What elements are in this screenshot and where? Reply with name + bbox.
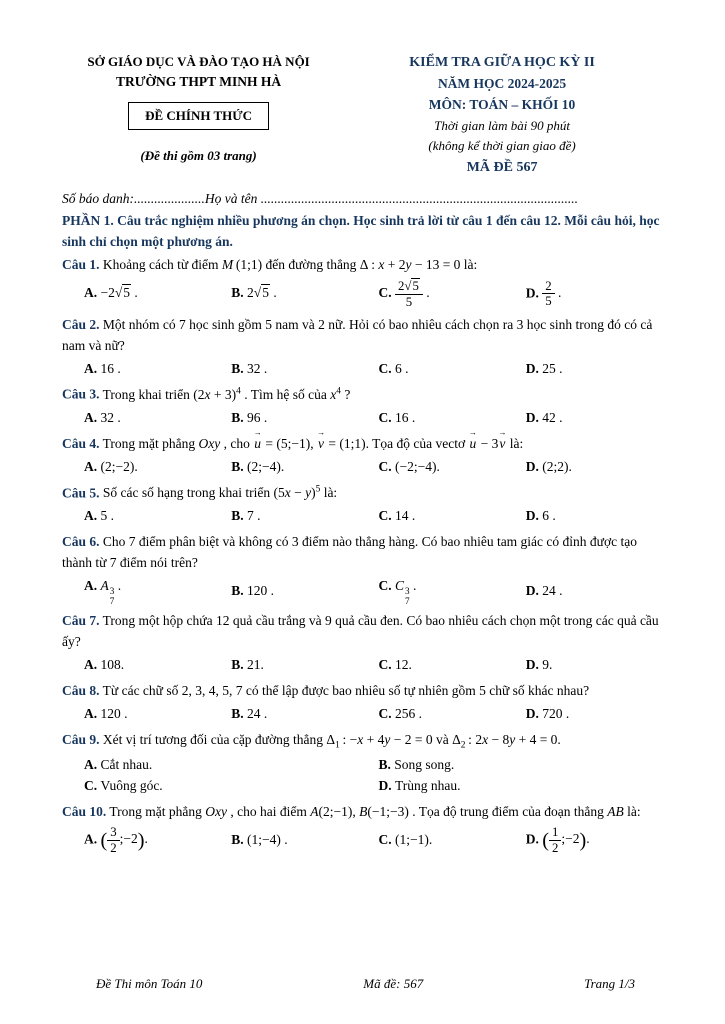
- option-B: [231, 506, 374, 527]
- option-value: Trùng nhau.: [395, 778, 461, 793]
- option-letter: B.: [231, 360, 248, 376]
- option-letter: D.: [525, 409, 543, 425]
- page-header: [62, 52, 669, 179]
- question-7: [62, 611, 669, 676]
- question-list: [62, 255, 669, 860]
- answer-options: [62, 655, 669, 676]
- option-B: [231, 704, 374, 725]
- question-3: [62, 384, 669, 428]
- option-letter: D.: [525, 656, 543, 672]
- option-value: 7 .: [247, 508, 261, 524]
- question-4: [62, 434, 669, 478]
- option-A: [84, 825, 227, 856]
- question-text: Khoảng cách từ điểm M (1;1) đến đường thẳng Δ : x + 2y − 13 = 0 là:: [99, 257, 478, 273]
- option-letter: C.: [378, 508, 395, 524]
- option-D: [526, 408, 669, 429]
- question-number: Câu 7.: [62, 613, 100, 629]
- answer-options: [62, 755, 669, 797]
- answer-options: [62, 825, 669, 856]
- option-C: [379, 704, 522, 725]
- option-letter: C.: [378, 409, 395, 425]
- option-letter: C.: [378, 831, 395, 847]
- option-letter: A.: [84, 577, 101, 593]
- option-letter: A.: [84, 458, 101, 474]
- option-D: [526, 704, 669, 725]
- question-text: Trong mặt phẳng Oxy , cho hai điểm A(2;−1), B(−1;−3) . Tọa độ trung điểm của đoạn thẳng AB là:: [106, 803, 641, 819]
- question-body: [62, 681, 669, 702]
- option-letter: A.: [84, 757, 101, 773]
- option-letter: C.: [84, 778, 101, 793]
- question-1: [62, 255, 669, 309]
- question-number: Câu 8.: [62, 682, 100, 698]
- question-text: Trong mặt phẳng Oxy , cho u → = (5;−1), v → = (1;1). Tọa độ của vectơ u → − 3v → là:: [100, 436, 524, 451]
- option-value: Song song.: [394, 757, 455, 773]
- option-value: 2√5 .: [247, 285, 277, 301]
- question-text: Số các số hạng trong khai triển $(5x - y)^5$ là:: [99, 484, 338, 501]
- question-body: [62, 315, 669, 357]
- question-body: [62, 532, 669, 574]
- option-value: 32 .: [247, 360, 268, 376]
- option-letter: B.: [231, 656, 248, 672]
- question-text: Cho 7 điểm phân biệt và không có 3 điểm nào thẳng hàng. Có bao nhiêu tam giác có đỉnh được tạo thành từ 7 điểm nói trên?: [62, 533, 637, 570]
- option-C: [379, 830, 522, 851]
- option-A: [84, 506, 227, 527]
- option-letter: B.: [378, 757, 395, 773]
- subject-line: MÔN: TOÁN – KHỐI 10: [428, 96, 576, 112]
- option-C: [379, 408, 522, 429]
- option-D: [526, 359, 669, 380]
- option-letter: A.: [84, 508, 101, 524]
- option-C: [379, 576, 522, 606]
- question-9: [62, 730, 669, 797]
- option-letter: B.: [231, 285, 248, 301]
- answer-options: [62, 408, 669, 429]
- option-letter: D.: [378, 778, 395, 793]
- duration-line: Thời gian làm bài 90 phút: [434, 117, 570, 133]
- option-value: 120 .: [100, 705, 128, 721]
- option-value: 21.: [247, 656, 264, 672]
- school-year: NĂM HỌC 2024-2025: [437, 75, 567, 91]
- option-value: 24 .: [247, 705, 268, 721]
- option-C: [84, 776, 375, 797]
- option-letter: D.: [525, 360, 543, 376]
- question-number: Câu 3.: [62, 386, 100, 402]
- question-body: [62, 434, 669, 455]
- option-value: 720 .: [542, 705, 570, 721]
- school-name: TRƯỜNG THPT MINH HÀ: [116, 74, 282, 90]
- duration-note: (không kể thời gian giao đề): [428, 137, 576, 153]
- exam-title: KIỂM TRA GIỮA HỌC KỲ II: [409, 55, 595, 70]
- question-body: [62, 384, 669, 405]
- answer-options: [62, 359, 669, 380]
- option-value: 42 .: [542, 409, 563, 425]
- answer-options: [62, 704, 669, 725]
- option-letter: A.: [84, 360, 101, 376]
- question-text: Trong khai triển $(2x + 3)^4$ . Tìm hệ số của $x^4$ ?: [99, 386, 351, 402]
- option-letter: A.: [84, 831, 101, 847]
- option-value: ( $\frac{1}{2}$ ;−2).: [542, 824, 590, 855]
- option-value: (2;−4).: [247, 458, 285, 474]
- option-C: [379, 457, 522, 478]
- question-number: Câu 1.: [62, 257, 100, 273]
- option-value: 25 .: [542, 360, 563, 376]
- option-letter: C.: [378, 285, 395, 301]
- option-B: [231, 359, 374, 380]
- question-number: Câu 6.: [62, 533, 100, 549]
- option-B: [231, 581, 374, 602]
- option-value: 14 .: [395, 508, 416, 524]
- header-left: [62, 52, 335, 179]
- footer-subject: Đề Thi môn Toán 10: [96, 975, 203, 991]
- question-6: [62, 532, 669, 606]
- option-letter: B.: [231, 409, 248, 425]
- answer-options: [62, 278, 669, 310]
- option-value: 32 .: [100, 409, 121, 425]
- option-value: 6 .: [542, 508, 556, 524]
- option-D: [526, 825, 669, 856]
- option-B: [231, 457, 374, 478]
- option-letter: B.: [231, 705, 248, 721]
- question-8: [62, 681, 669, 725]
- question-number: Câu 4.: [62, 435, 100, 451]
- option-letter: A.: [84, 285, 101, 301]
- option-letter: A.: [84, 656, 101, 672]
- option-letter: C.: [378, 705, 395, 721]
- part1-heading: PHẦN 1. Câu trắc nghiệm nhiều phương án chọn. Học sinh trả lời từ câu 1 đến câu 12. Mỗi câu hỏi, học sinh chỉ chọn một phương án.: [62, 213, 660, 250]
- question-number: Câu 10.: [62, 803, 107, 819]
- option-A: [84, 408, 227, 429]
- option-C: [379, 359, 522, 380]
- question-text: Trong một hộp chứa 12 quả cầu trắng và 9 quả cầu đen. Có bao nhiêu cách chọn một trong các quả cầu ấy?: [62, 613, 659, 650]
- option-B: [379, 755, 670, 776]
- option-letter: C.: [378, 360, 395, 376]
- option-letter: D.: [525, 705, 543, 721]
- option-value: −2√5 .: [100, 285, 138, 301]
- option-value: 6 .: [395, 360, 409, 376]
- option-value: 120 .: [247, 582, 275, 598]
- answer-options: [62, 457, 669, 478]
- question-5: [62, 483, 669, 527]
- question-10: [62, 802, 669, 855]
- option-value: 5 .: [100, 508, 114, 524]
- option-A: [84, 704, 227, 725]
- question-text: Một nhóm có 7 học sinh gồm 5 nam và 2 nữ. Hỏi có bao nhiêu cách chọn ra 3 học sinh trong đó có cả nam và nữ?: [62, 316, 653, 353]
- option-value: C 3 7 .: [395, 577, 417, 607]
- option-C: [379, 655, 522, 676]
- option-value: Cắt nhau.: [100, 757, 153, 773]
- option-letter: D.: [525, 831, 543, 847]
- answer-options: [62, 506, 669, 527]
- question-body: [62, 730, 669, 753]
- option-D: [526, 457, 669, 478]
- question-2: [62, 315, 669, 380]
- option-value: (2;2).: [542, 458, 572, 474]
- option-value: 96 .: [247, 409, 268, 425]
- pages-note: (Đề thi gồm 03 trang): [140, 148, 257, 164]
- option-value: $\frac{2√5}{5}$ .: [395, 285, 430, 300]
- option-C: [379, 278, 522, 310]
- option-D: [526, 279, 669, 310]
- option-letter: D.: [525, 285, 543, 301]
- option-value: 256 .: [395, 705, 422, 721]
- option-value: Vuông góc.: [100, 778, 163, 793]
- option-value: (1;−1).: [395, 831, 433, 847]
- option-letter: A.: [84, 409, 101, 425]
- page-footer: [62, 974, 669, 1024]
- option-D: [526, 581, 669, 602]
- question-number: Câu 2.: [62, 316, 100, 332]
- footer-page-number: Trang 1/3: [584, 975, 635, 991]
- option-D: [526, 506, 669, 527]
- option-A: [84, 283, 227, 304]
- option-A: [84, 576, 227, 606]
- official-exam-box: ĐỀ CHÍNH THỨC: [128, 102, 269, 130]
- option-B: [231, 283, 374, 304]
- question-number: Câu 5.: [62, 485, 100, 501]
- option-A: [84, 755, 375, 776]
- question-body: [62, 611, 669, 653]
- option-value: (1;−4) .: [247, 831, 288, 847]
- option-A: [84, 457, 227, 478]
- option-value: 12.: [395, 656, 412, 672]
- option-value: 9.: [542, 656, 553, 672]
- option-letter: B.: [231, 582, 248, 598]
- question-text: Từ các chữ số 2, 3, 4, 5, 7 có thể lập được bao nhiêu số tự nhiên gồm 5 chữ số khác nhau?: [99, 682, 590, 698]
- header-right: [335, 52, 669, 179]
- option-B: [231, 830, 374, 851]
- option-letter: B.: [231, 508, 248, 524]
- option-D: [526, 655, 669, 676]
- question-text: Xét vị trí tương đối của cặp đường thẳng $\Delta_1$ : −x + 4y − 2 = 0 và $\Delta_2$ : 2x − 8y + 4 = 0.: [99, 731, 561, 751]
- option-value: (−2;−4).: [395, 458, 440, 474]
- option-value: $\frac{2}{5}$ .: [542, 285, 561, 300]
- question-number: Câu 9.: [62, 731, 100, 747]
- question-body: [62, 255, 669, 276]
- question-body: [62, 483, 669, 504]
- department-name: SỞ GIÁO DỤC VÀ ĐÀO TẠO HÀ NỘI: [87, 54, 310, 69]
- option-value: ( $\frac{3}{2}$ ;−2).: [100, 824, 148, 855]
- exam-code: MÃ ĐỀ 567: [466, 159, 538, 175]
- option-letter: D.: [525, 508, 543, 524]
- option-letter: B.: [231, 831, 248, 847]
- option-letter: C.: [378, 458, 395, 474]
- option-B: [231, 655, 374, 676]
- option-letter: C.: [378, 577, 395, 593]
- option-letter: B.: [231, 458, 248, 474]
- option-D: [379, 776, 670, 797]
- answer-options: [62, 576, 669, 606]
- option-A: [84, 655, 227, 676]
- option-B: [231, 408, 374, 429]
- option-value: A 3 7 .: [100, 577, 122, 607]
- option-value: 108.: [100, 656, 125, 672]
- option-value: 24 .: [542, 582, 563, 598]
- option-value: 16 .: [100, 360, 121, 376]
- option-A: [84, 359, 227, 380]
- option-letter: C.: [378, 656, 395, 672]
- option-value: 16 .: [395, 409, 416, 425]
- option-letter: A.: [84, 705, 101, 721]
- option-C: [379, 506, 522, 527]
- option-letter: D.: [525, 582, 543, 598]
- question-body: [62, 802, 669, 823]
- option-value: (2;−2).: [100, 458, 138, 474]
- student-info-line: Số báo danh:.....................Họ và tên ..............................................................................................: [62, 190, 578, 206]
- footer-exam-code: Mã đề: 567: [363, 975, 424, 991]
- option-letter: D.: [525, 458, 543, 474]
